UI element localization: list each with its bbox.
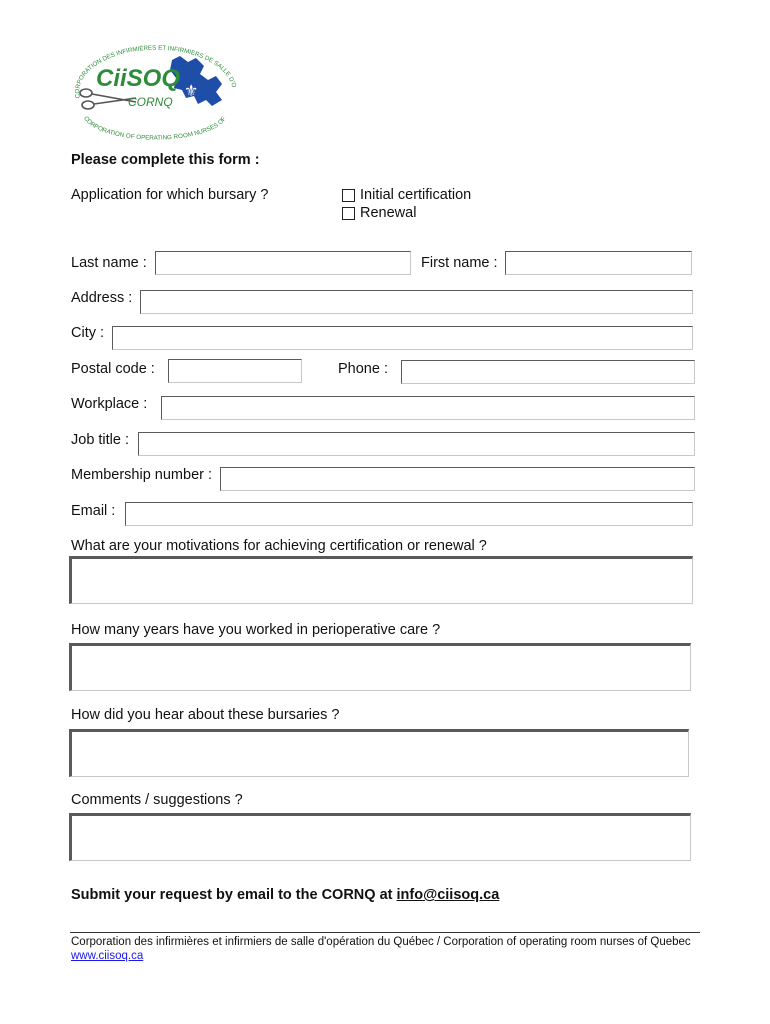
workplace-field[interactable] [161,396,695,420]
job-title-label: Job title : [71,432,130,448]
first-name-label: First name : [421,255,498,271]
motivations-question: What are your motivations for achieving certification or renewal ? [71,538,487,554]
footer-divider [70,932,700,933]
submit-email-link[interactable]: info@ciisoq.ca [396,887,500,903]
postal-code-field[interactable] [168,359,302,383]
footer-website-link[interactable]: www.ciisoq.ca [71,950,144,962]
logo-sub: CORNQ [128,95,173,109]
city-field[interactable] [112,326,693,350]
membership-number-label: Membership number : [71,467,213,483]
logo-graphic [66,40,244,142]
logo-brand: CiiSOQ [96,65,181,92]
motivations-textarea[interactable] [69,556,693,604]
last-name-field[interactable] [155,251,411,275]
address-field[interactable] [140,290,693,314]
years-question: How many years have you worked in perioperative care ? [71,622,441,638]
first-name-field[interactable] [505,251,692,275]
address-label: Address : [71,290,133,306]
hear-question: How did you hear about these bursaries ? [71,707,340,723]
city-label: City : [71,325,105,341]
renewal-checkbox[interactable] [342,207,355,220]
initial-certification-label: Initial certification [360,187,472,203]
workplace-label: Workplace : [71,396,148,412]
membership-number-field[interactable] [220,467,695,491]
comments-question: Comments / suggestions ? [71,792,243,808]
logo [66,40,244,142]
logo-ring-top: CORPORATION DES INFIRMIÈRES ET INFIRMIERS DE SALLE D'O [74,44,238,99]
footer-text: Corporation des infirmières et infirmiers de salle d'opération du Québec / Corporation of operating room nurses of Quebec [71,936,691,948]
last-name-label: Last name : [71,255,147,271]
initial-certification-checkbox[interactable] [342,189,355,202]
phone-label: Phone : [338,361,388,377]
submit-instruction [71,887,499,904]
hear-textarea[interactable] [69,729,689,777]
logo-ring-bottom: CORPORATION OF OPERATING ROOM NURSES OF [82,115,228,142]
email-label: Email : [71,503,116,519]
postal-code-label: Postal code : [71,361,155,377]
form-heading: Please complete this form : [71,152,260,168]
email-field[interactable] [125,502,693,526]
renewal-label: Renewal [360,205,417,221]
comments-textarea[interactable] [69,813,691,861]
submit-text: Submit your request by email to the CORNQ at [71,887,397,903]
bursary-question: Application for which bursary ? [71,187,269,203]
job-title-field[interactable] [138,432,695,456]
phone-field[interactable] [401,360,695,384]
svg-text:⚜: ⚜ [184,81,199,100]
years-textarea[interactable] [69,643,691,691]
